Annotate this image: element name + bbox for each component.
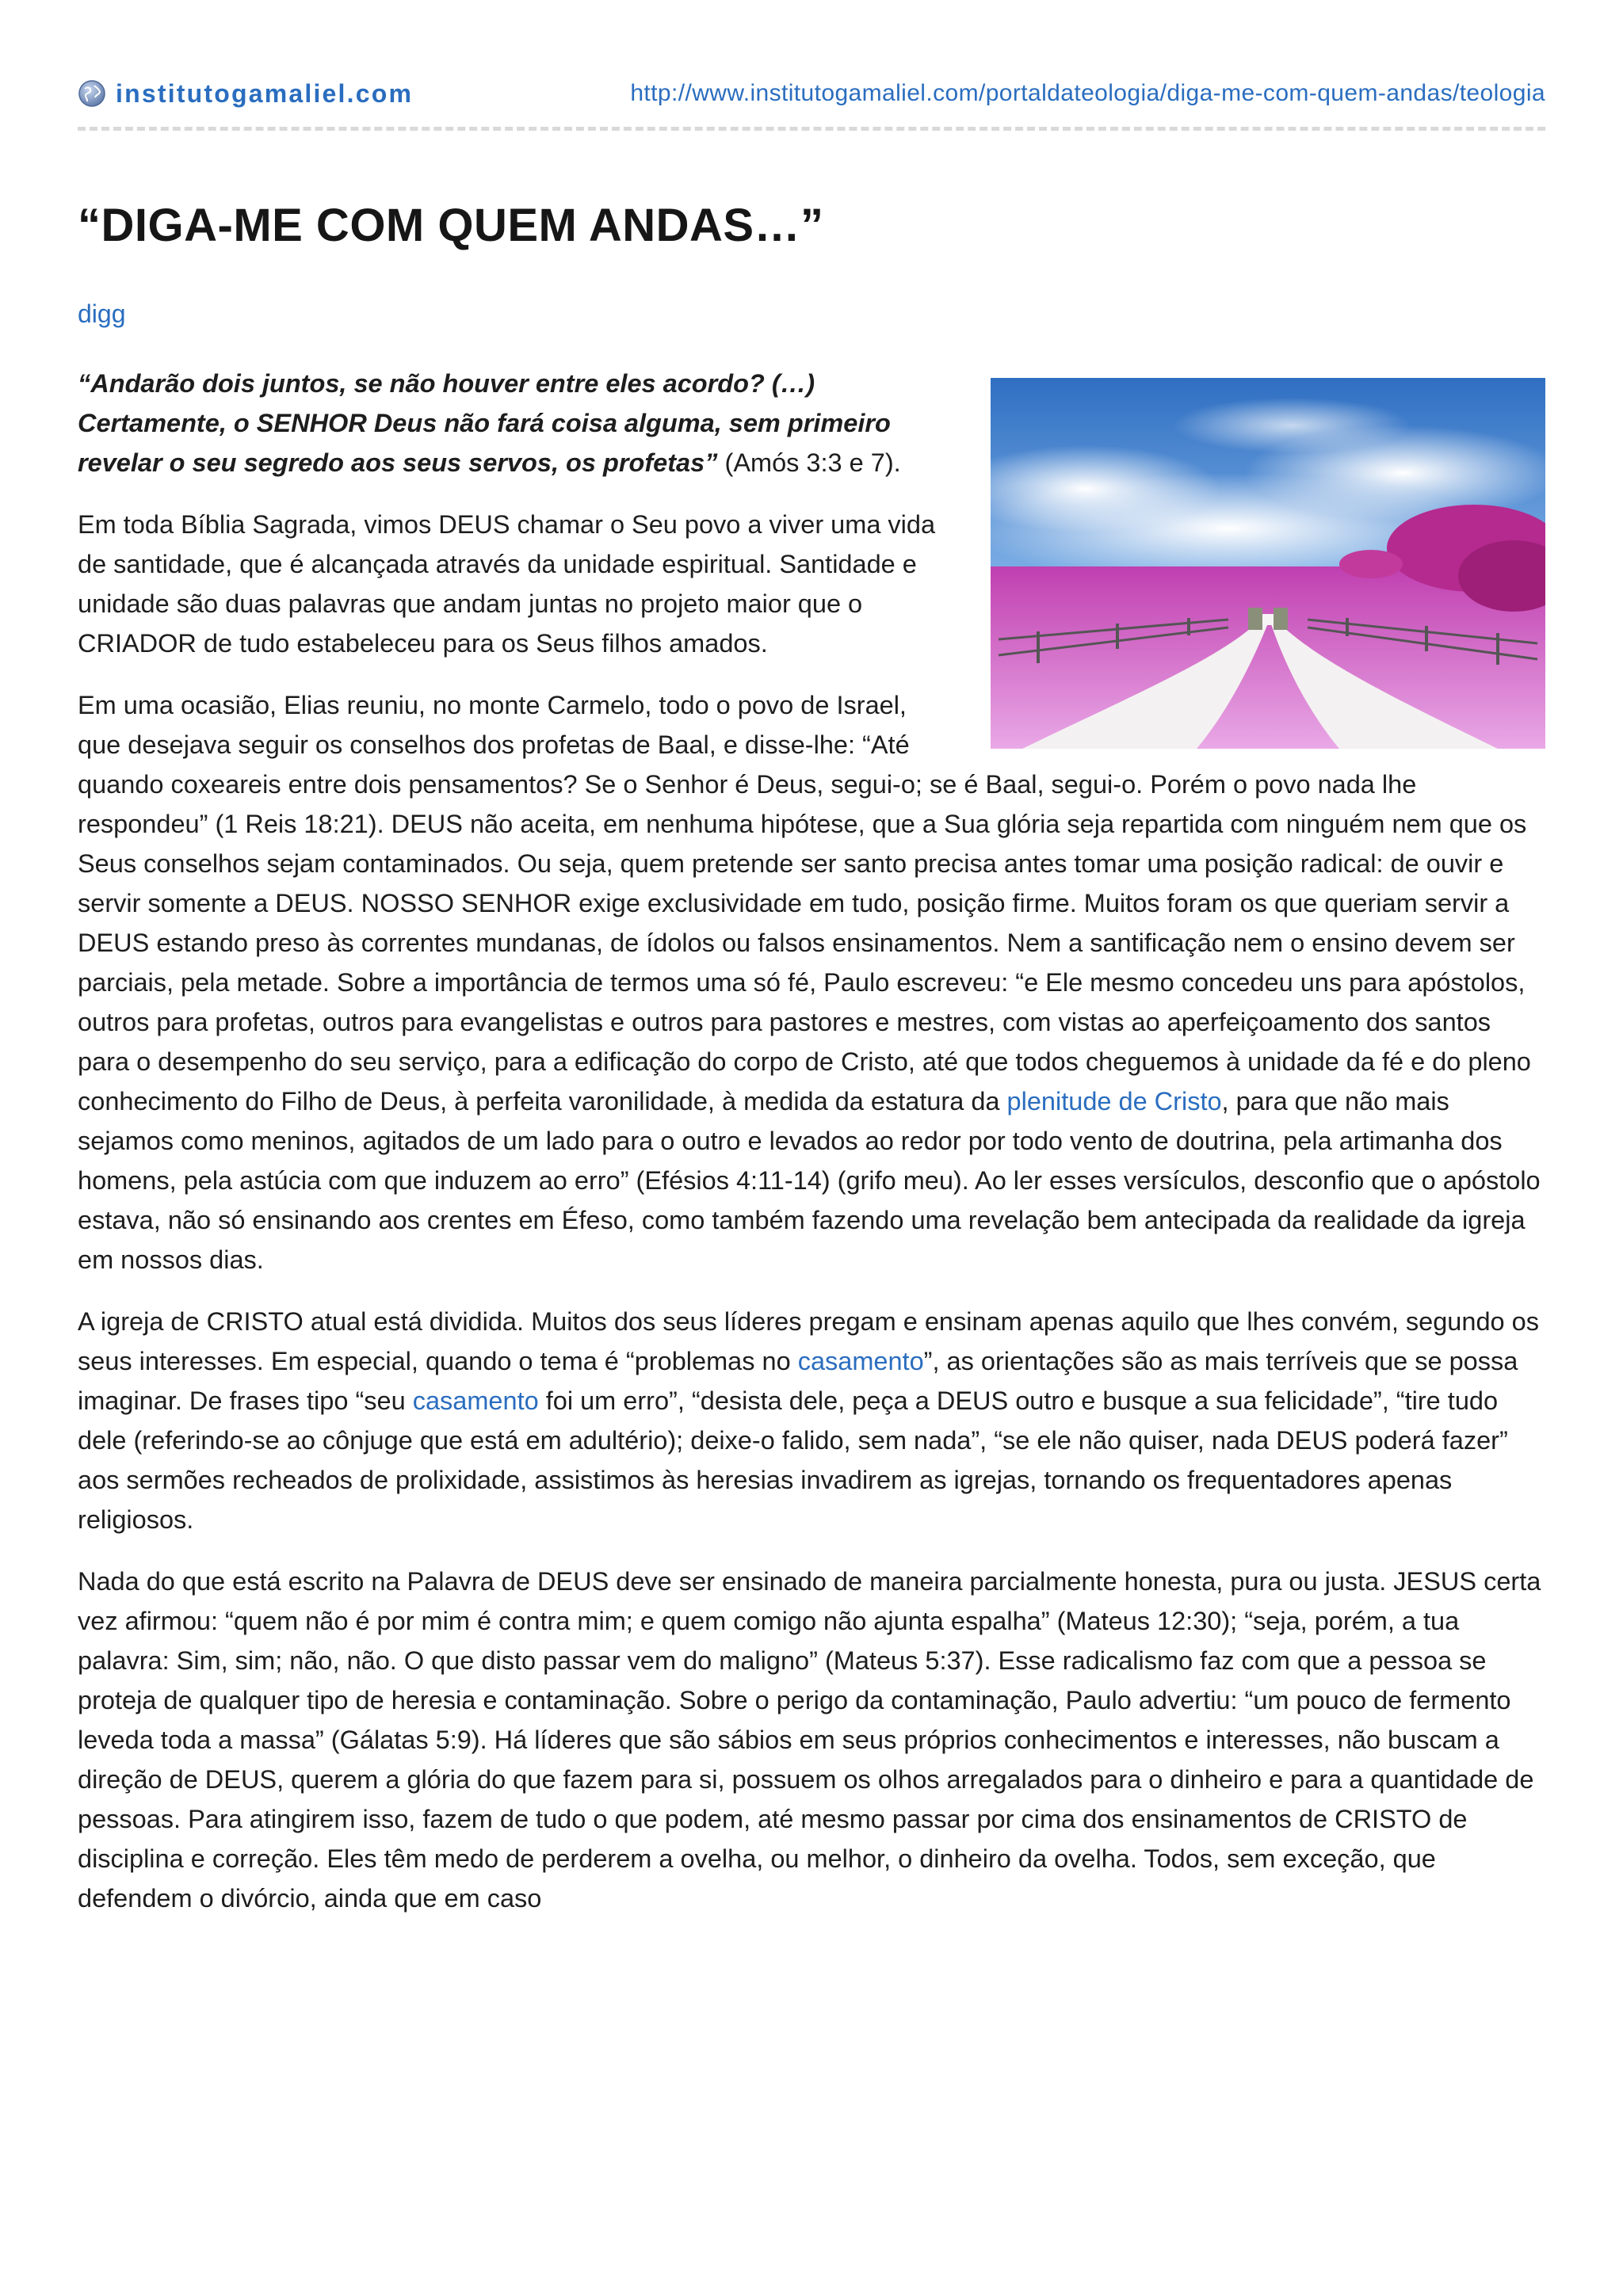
- paragraph-4: Nada do que está escrito na Palavra de DEUS deve ser ensinado de maneira parcialmente honesta, pura ou justa. JESUS certa vez afirmou: “quem não é por mim é contra mim; e quem comigo não ajunta espalha” (Mateus 12:30); “seja, porém, a tua palavra: Sim, sim; não, não. O que disto passar vem do maligno” (Mateus 5:37). Esse radicalismo faz com que a pessoa se proteja de qualquer tipo de heresia e contaminação. Sobre o perigo da contaminação, Paulo advertiu: “um pouco de fermento leveda toda a massa” (Gálatas 5:9). Há líderes que são sábios em seus próprios conhecimentos e interesses, não buscam a direção de DEUS, querem a glória do que fazem para si, possuem os olhos arregalados para o dinheiro e para a quantidade de pessoas. Para atingirem isso, fazem de tudo o que podem, até mesmo passar por cima dos ensinamentos de CRISTO de disciplina e correção. Eles têm medo de perderem a ovelha, ou melhor, o dinheiro da ovelha. Todos, sem exceção, que defendem o divórcio, ainda que em caso: [78, 1567, 1541, 1913]
- article-image: [991, 378, 1545, 749]
- paragraph-1: Em toda Bíblia Sagrada, vimos DEUS chamar o Seu povo a viver uma vida de santidade, que é alcançada através da unidade espiritual. Santidade e unidade são duas palavras que andam juntas no projeto maior que o CRIADOR de tudo estabeleceu para os Seus filhos amados.: [78, 510, 936, 658]
- paragraph-2: [78, 685, 1545, 1280]
- casamento-link-2[interactable]: casamento: [412, 1386, 539, 1415]
- site-name[interactable]: institutogamaliel.com: [116, 78, 414, 108]
- paragraph-3: [78, 1302, 1545, 1539]
- digg-share-link[interactable]: digg: [78, 299, 126, 328]
- site-brand[interactable]: [78, 79, 413, 109]
- page-url-link[interactable]: http://www.institutogamaliel.com/portaldateologia/diga-me-com-quem-andas/teologia: [630, 80, 1545, 106]
- page-header: [78, 71, 1545, 131]
- globe-icon: [78, 79, 106, 108]
- quote-reference: (Amós 3:3 e 7).: [717, 448, 901, 477]
- paragraph-2-text-b: , para que não mais sejamos como meninos, agitados de um lado para o outro e levados ao redor por todo vento de doutrina, pela artimanha dos homens, pela astúcia com que induzem ao erro” (Efésios 4:11-14) (grifo meu). Ao ler esses versículos, desconfio que o apóstolo estava, não só ensinando aos crentes em Éfeso, como também fazendo uma revelação bem antecipada da realidade da igreja em nossos dias.: [78, 1087, 1541, 1274]
- paragraph-3-text-a: A igreja de CRISTO atual está dividida. Muitos dos seus líderes pregam e ensinam apenas aquilo que lhes convém, segundo os seus interesses. Em especial, quando o tema é “problemas no: [78, 1307, 1539, 1375]
- paragraph-3-text-b: ”, as orientações são as mais terríveis que se possa imaginar. De frases tipo “seu: [78, 1347, 1518, 1415]
- paragraph-2-text-a: Em uma ocasião, Elias reuniu, no monte Carmelo, todo o povo de Israel, que desejava seguir os conselhos dos profetas de Baal, e disse-lhe: “Até quando coxeareis entre dois pensamentos? Se o Senhor é Deus, segui-o; se é Baal, segui-o. Porém o povo nada lhe respondeu” (1 Reis 18:21). DEUS não aceita, em nenhuma hipótese, que a Sua glória seja repartida com ninguém nem que os Seus conselhos sejam contaminados. Ou seja, quem pretende ser santo precisa antes tomar uma posição radical: de ouvir e servir somente a DEUS. NOSSO SENHOR exige exclusividade em tudo, posição firme. Muitos foram os que queriam servir a DEUS estando preso às correntes mundanas, de ídolos ou falsos ensinamentos. Nem a santificação nem o ensino devem ser parciais, pela metade. Sobre a importância de termos uma só fé, Paulo escreveu: “e Ele mesmo concedeu uns para apóstolos, outros para profetas, outros para evangelistas e outros para pastores e mestres, com vistas ao aperfeiçoamento dos santos para o desempenho do seu serviço, para a edificação do corpo de Cristo, até que todos cheguemos à unidade da fé e do pleno conhecimento do Filho de Deus, à perfeita varonilidade, à medida da estatura da: [78, 691, 1531, 1116]
- article-body: [78, 364, 1545, 1918]
- forked-road-image: [991, 378, 1545, 749]
- plenitude-de-cristo-link[interactable]: plenitude de Cristo: [1006, 1087, 1222, 1116]
- paragraph-3-text-c: foi um erro”, “desista dele, peça a DEUS outro e busque a sua felicidade”, “tire tudo dele (referindo-se ao cônjuge que está em adultério); deixe-o falido, sem nada”, “se ele não quiser, nada DEUS poderá fazer” aos sermões recheados de prolixidade, assistimos às heresias invadirem as igrejas, tornando os frequentadores apenas religiosos.: [78, 1386, 1508, 1534]
- page: [78, 71, 1545, 1940]
- quote-text: “Andarão dois juntos, se não houver entre eles acordo? (…) Certamente, o SENHOR Deus não fará coisa alguma, sem primeiro revelar o seu segredo aos seus servos, os profetas”: [78, 369, 891, 477]
- casamento-link-1[interactable]: casamento: [797, 1347, 924, 1375]
- page-title: “DIGA-ME COM QUEM ANDAS…”: [78, 200, 824, 251]
